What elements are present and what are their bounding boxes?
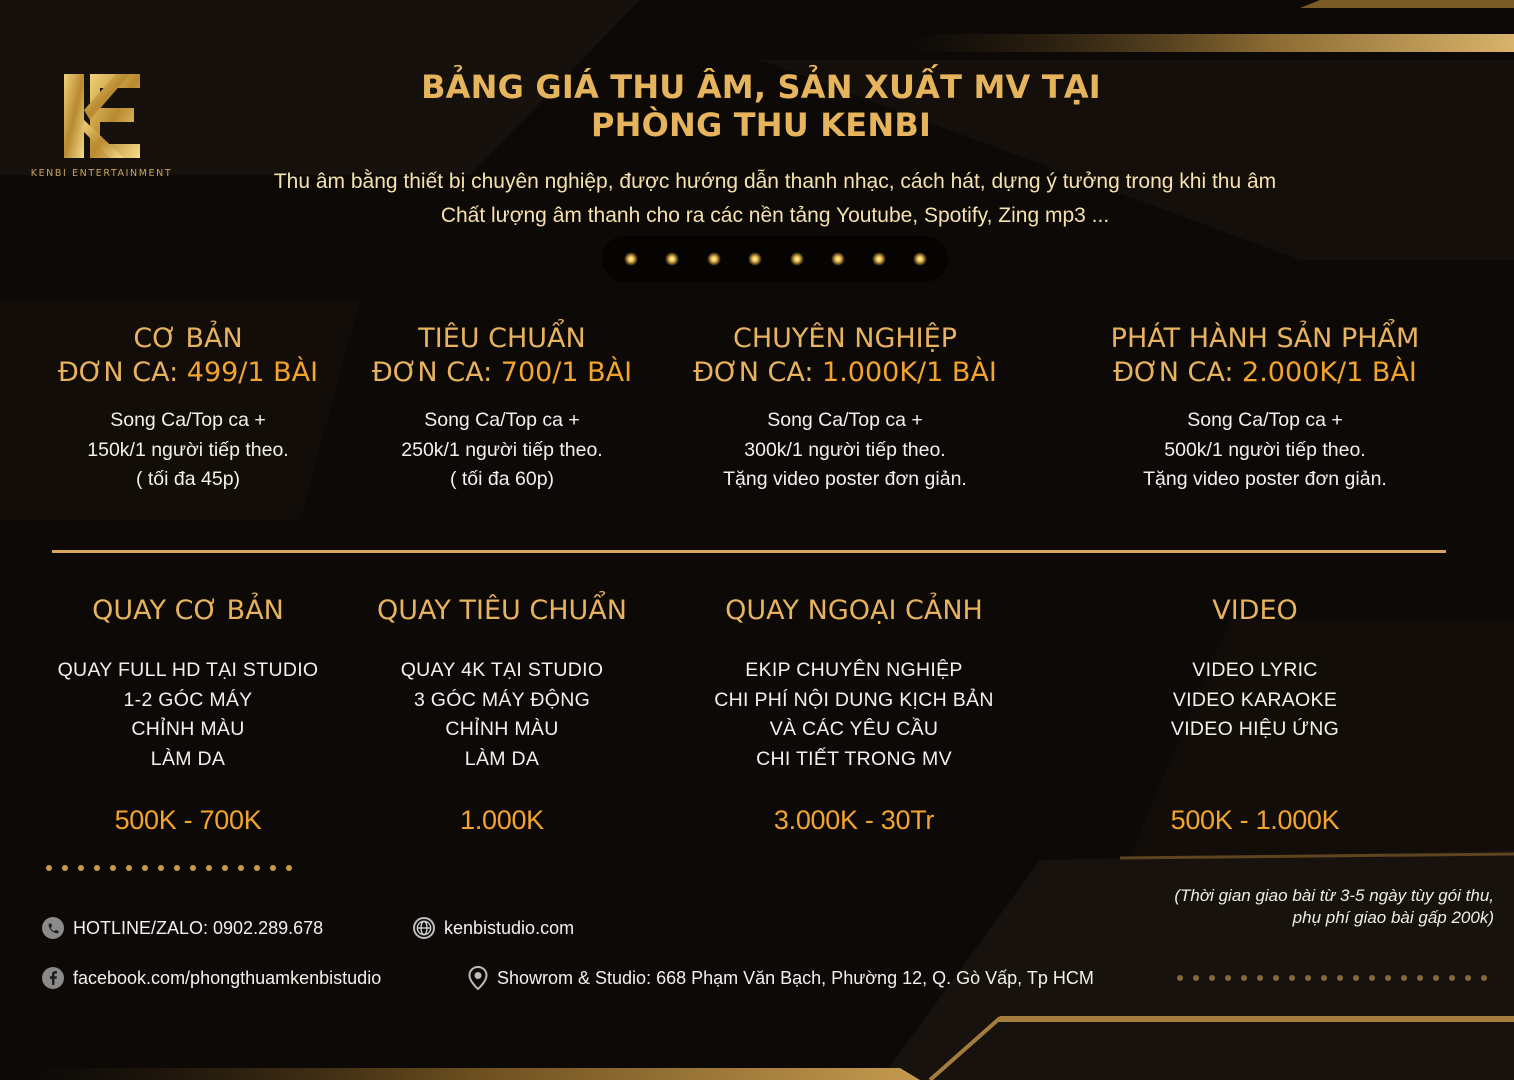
delivery-note: (Thời gian giao bài từ 3-5 ngày tùy gói thu, phụ phí giao bài gấp 200k) [1174, 886, 1494, 927]
service-price: 500K - 700K [114, 805, 262, 835]
service-quay-tieu-chuan [352, 594, 652, 844]
package-name: TIÊU CHUẨN [418, 323, 586, 354]
service-features: QUAY 4K TẠI STUDIO 3 GÓC MÁY ĐỘNG CHỈNH MÀU LÀM DA [400, 659, 604, 770]
address-text: Showrom & Studio: 668 Phạm Văn Bạch, Phường 12, Q. Gò Vấp, Tp HCM [497, 967, 1094, 988]
globe-icon [413, 917, 435, 939]
package-tieu-chuan [352, 322, 652, 495]
hotline-contact[interactable] [42, 917, 323, 939]
subtitle-line-2: Chất lượng âm thanh cho ra các nền tảng Youtube, Spotify, Zing mp3 ... [440, 204, 1110, 227]
service-price: 1.000K [460, 805, 544, 835]
page-title [300, 68, 1222, 144]
website-link[interactable] [413, 917, 574, 939]
service-name: QUAY CƠ BẢN [92, 595, 284, 626]
package-price: ĐƠN CA: 700/1 BÀI [371, 357, 633, 388]
brand-logo [14, 70, 189, 190]
service-price: 500K - 1.000K [1170, 805, 1340, 835]
package-name: CHUYÊN NGHIỆP [733, 323, 957, 354]
kenbi-logo-icon [60, 70, 144, 162]
package-price: ĐƠN CA: 2.000K/1 BÀI [1113, 357, 1417, 388]
hotline-text: HOTLINE/ZALO: 0902.289.678 [73, 917, 324, 938]
service-name: QUAY NGOẠI CẢNH [725, 595, 983, 626]
subtitle-line-1: Thu âm bằng thiết bị chuyên nghiệp, được hướng dẫn thanh nhạc, cách hát, dựng ý tưởng trong khi thu âm [273, 170, 1277, 193]
facebook-text: facebook.com/phongthuamkenbistudio [73, 967, 382, 988]
service-price: 3.000K - 30Tr [773, 805, 935, 835]
package-description: Song Ca/Top ca + 250k/1 người tiếp theo. ( tối đa 60p) [401, 409, 603, 490]
facebook-link[interactable] [42, 967, 381, 989]
website-text: kenbistudio.com [444, 917, 575, 938]
service-name: VIDEO [1212, 595, 1298, 626]
logo-text: KENBI ENTERTAINMENT [30, 168, 173, 179]
package-price-value: 499/1 BÀI [186, 357, 319, 388]
package-description: Song Ca/Top ca + 500k/1 người tiếp theo. Tặng video poster đơn giản. [1143, 409, 1387, 490]
package-name: PHÁT HÀNH SẢN PHẨM [1110, 323, 1420, 354]
package-co-ban [38, 322, 338, 495]
title-line-1: BẢNG GIÁ THU ÂM, SẢN XUẤT MV TẠI [421, 68, 1101, 106]
service-features: EKIP CHUYÊN NGHIỆP CHI PHÍ NỘI DUNG KỊCH BẢN VÀ CÁC YÊU CẦU CHI TIẾT TRONG MV [714, 659, 994, 770]
package-description: Song Ca/Top ca + 150k/1 người tiếp theo. ( tối đa 45p) [87, 409, 289, 490]
service-features: VIDEO LYRIC VIDEO KARAOKE VIDEO HIỆU ỨNG [1170, 659, 1340, 740]
facebook-icon [42, 967, 64, 989]
package-chuyen-nghiep [680, 322, 1010, 495]
package-price-value: 700/1 BÀI [500, 357, 633, 388]
package-price-value: 2.000K/1 BÀI [1242, 357, 1417, 388]
package-price: ĐƠN CA: 1.000K/1 BÀI [693, 357, 997, 388]
package-price-value: 1.000K/1 BÀI [822, 357, 997, 388]
package-phat-hanh-san-pham [1085, 322, 1445, 495]
title-line-2: PHÒNG THU KENBI [590, 106, 932, 144]
service-quay-ngoai-canh [684, 594, 1024, 844]
service-quay-co-ban [28, 594, 348, 844]
package-name: CƠ BẢN [133, 323, 243, 354]
section-divider [52, 550, 1446, 553]
service-name: QUAY TIÊU CHUẨN [377, 595, 627, 626]
location-pin-icon [468, 966, 490, 990]
phone-icon [42, 917, 64, 939]
service-features: QUAY FULL HD TẠI STUDIO 1-2 GÓC MÁY CHỈNH MÀU LÀM DA [57, 659, 319, 770]
address-contact [468, 966, 1094, 990]
package-price: ĐƠN CA: 499/1 BÀI [57, 357, 319, 388]
package-description: Song Ca/Top ca + 300k/1 người tiếp theo. Tặng video poster đơn giản. [723, 409, 967, 490]
service-video [1115, 594, 1395, 844]
